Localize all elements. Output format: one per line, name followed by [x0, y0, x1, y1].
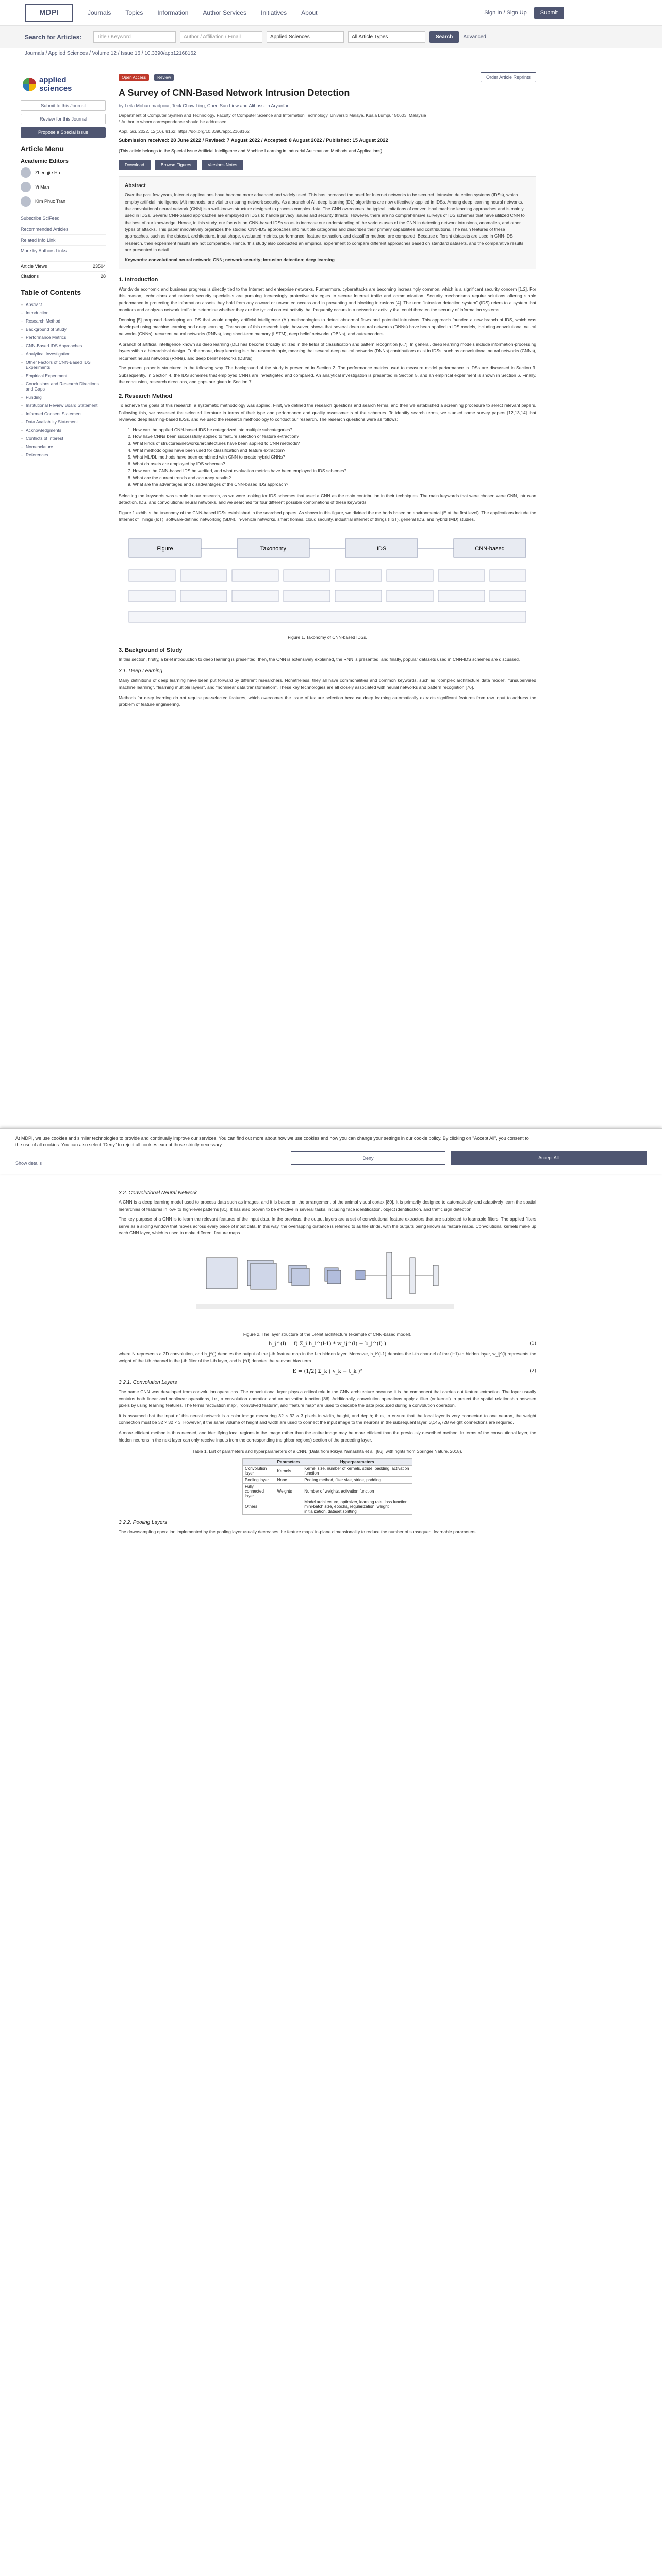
- paragraph: Figure 1 exhibits the taxonomy of the CNN-based IDSs established in the searched papers. As shown in this figure, we divided the methods based on environmental (E at the first level). The applications include the Internet of Things (IoT), software-defined networking (SDN), in-vehicle networks, smart homes, cloud security, industrial internet of things (IIoT), general IDS, and hybrid (MD) studies.: [119, 510, 536, 522]
- subscribe-scifeed-link[interactable]: Subscribe SciFeed: [21, 213, 106, 224]
- paragraph: where N represents a 2D convolution, and h_j^(l) denotes the output of the j-th feature map in the l-th hidden layer. Moreover, h_i^(l-1) denotes the i-th channel of the (l−1)-th hidden layer, w_ij^(l) represents the weight of the i-th channel in the j-th filter of the l-th layer, and b_j^(l) denotes the relevant bias term.: [119, 1351, 536, 1364]
- toc-item[interactable]: – Research Method: [21, 317, 106, 325]
- paragraph: The downsampling operation implemented by the pooling layer usually decreases the feature maps' in-plane dimensionality to reduce the number of subsequent learnable parameters.: [119, 1529, 477, 1535]
- avatar: [21, 182, 31, 192]
- browse-figures-button[interactable]: Browse Figures: [155, 160, 197, 170]
- abstract-text: Over the past few years, Internet applications have become more advanced and widely used. This has increased the need for Internet networks to be secured. Intrusion detection systems (IDSs), which employ artificial intelligence (AI) methods, are vital to ensuring network security. As a branch of AI, deep learning (DL) algorithms are now effectively applied in IDSs. Among deep learning neural networks, the convolutional neural network (CNN) is a well-known structure designed to process complex data. The CNN overcomes the typical limitations of conventional machine learning approaches and is mainly used in IDSs. Several CNN-based approaches are employed in IDSs to handle privacy issues and security threats. However, there are no comprehensive surveys of IDS schemes that have utilized CNN to the best of our knowledge. Hence, in this study, our focus is on CNN-based IDSs so as to increase our understanding of the various uses of the CNN in detecting network intrusions, anomalies, and other types of attacks. This paper innovatively organizes the studied CNN-IDS approaches into multiple categories and describes their primary capabilities and contributions. The main features of these approaches, such as the dataset, architecture, input shape, evaluated metrics, performance, feature extraction, and classifier method, are compared. Because different datasets are used in CNN-IDS research, their experiment results are not comparable. Hence, this study also conducted an empirical experiment to compare different approaches based on standard datasets, and the comparative results are presented in detail.: [125, 192, 525, 252]
- open-access-badge: Open Access: [119, 74, 149, 81]
- citations-stat: Citations 28: [21, 271, 106, 281]
- nav-links: [88, 9, 318, 16]
- table-header: Parameters: [275, 1459, 302, 1466]
- keywords: Keywords: convolutional neural network; CNN; network security; intrusion detection; deep learning: [125, 257, 335, 263]
- paragraph: Selecting the keywords was simple in our research, as we were looking for IDS schemes that used a CNN as the main contribution in their techniques. The main keywords that were chosen were CNN, intrusion detection, IDS, and convolutional neural networks, and we searched for four different possible combinations of these keywords.: [119, 493, 536, 505]
- paragraph: To achieve the goals of this research, a systematic methodology was applied. First, we defined the research questions and search terms, and then we established a screening procedure to select relevant papers. Following this, we assessed the selected literature in terms of their type and performance and quality assessments of the schemes. To identify search terms, we studied some survey papers [12,13,14] that reviewed deep learning-based IDSs, and we used the research methodology to conduct our research. The research questions were as follows:: [119, 403, 536, 422]
- nav-link-topics[interactable]: Topics: [125, 9, 143, 16]
- paragraph: The name CNN was developed from convolution operations. The convolutional layer plays a critical role in the CNN architecture because it is the component that carries out feature extraction. The layer usually contains both linear and nonlinear operations, i.e., a convolution operation and an activation function [86]. Additionally, convolution operations apply a filter (or kernel) to protect the spatial relationship between pixels by using learning features. The terms "activation map", "convolved feature", and "feature map" are used to describe the data produced during a convolution operation.: [119, 1389, 536, 1409]
- nav-right: [484, 7, 564, 19]
- nav-link-information[interactable]: Information: [157, 9, 189, 16]
- author-affiliation-input[interactable]: Author / Affiliation / Email: [180, 31, 262, 43]
- section-heading: 3. Background of Study: [119, 647, 183, 653]
- advanced-search-link[interactable]: Advanced: [463, 34, 486, 40]
- toc-item[interactable]: – Conflicts of Interest: [21, 434, 106, 443]
- paragraph: Worldwide economic and business progress is directly tied to the Internet and enterprise networks. Furthermore, cyberattacks are becoming increasingly common, which is a significant security concern [1,2]. For this reason, technicians and network security specialists are pursuing increasingly protective strategies to secure Internet traffic and communication. Security mechanisms require solutions offering stable performance in protecting the information assets they hold from any coward or unwanted access and in preventing and blocking intrusions [4]. The term "intrusion detection system" (IDS) refers to a system that monitors and analyzes network traffic to determine whether they are the typical context activity that frequently occurs in a network or activity that could threaten the security of information systems.: [119, 286, 536, 313]
- subsection-heading: 3.2.1. Convolution Layers: [119, 1380, 177, 1386]
- toc-item[interactable]: – Informed Consent Statement: [21, 410, 106, 418]
- article-views-stat: Article Views 23504: [21, 261, 106, 271]
- order-reprints-button[interactable]: Order Article Reprints: [481, 72, 536, 82]
- table-row: Others Model architecture, optimizer, learning rate, loss function, mini-batch size, epochs, regularization, weight initialization, dataset splitting: [243, 1499, 412, 1515]
- equation-1: h_j^(l) = f( Σ_i h_i^(l-1) * w_ij^(l) + b_j^(l) ) (1): [269, 1341, 536, 1347]
- article-title: A Survey of CNN-Based Network Intrusion Detection: [119, 88, 350, 98]
- article-authors[interactable]: by Leila Mohammadpour, Teck Chaw Ling, Chee Sun Liew and Alihossein Aryanfar: [119, 103, 289, 108]
- toc-item[interactable]: – References: [21, 451, 106, 459]
- toc-item[interactable]: – Institutional Review Board Statement: [21, 401, 106, 410]
- toc-title: Table of Contents: [21, 287, 81, 296]
- nav-link-author-services[interactable]: Author Services: [203, 9, 247, 16]
- paragraph: It is assumed that the input of this neural network is a color image measuring 32 × 32 × 3 pixels in width, height, and depth; thus, to ensure that the local layer is very connected to one neuron, the weight connection must be 32 × 32 × 3. However, if the same volume of height and width are used to connect the input image to the neurons in the subsequent layer, 3,145,728 weight connections are required.: [119, 1413, 536, 1426]
- cookie-buttons: [291, 1151, 647, 1165]
- subsection-heading: 3.2. Convolutional Neural Network: [119, 1190, 197, 1196]
- journal-logo-text: applied sciences: [39, 76, 72, 93]
- article-kind-badge: Review: [154, 74, 174, 81]
- search-bar: [0, 26, 662, 48]
- toc-item[interactable]: – Funding: [21, 393, 106, 401]
- special-issue-note[interactable]: (This article belongs to the Special Issue Artificial Intelligence and Machine Learning in Industrial Automation: Methods and Applications): [119, 148, 383, 154]
- research-questions: 1. How can the applied CNN-based IDS be categorized into multiple subcategories? 2. How have CNNs been successfully applied to feature selection or feature extraction? 3. What kinds of structures/networks/architectures have been applied to CNN methods? 4. What methodologies have been used for classification and feature extraction? 5. What ML/DL methods have been combined with CNN to create hybrid CNNs? 6. What datasets are employed by IDS schemes? 7. How can the CNN-based IDS be verified, and what evaluation metrics have been employed in IDS schemes? 8. What are the current trends and accuracy results? 9. What are the advantages and disadvantages of the CNN-based IDS approach?: [128, 427, 347, 487]
- propose-special-issue-button[interactable]: Propose a Special Issue: [21, 127, 106, 138]
- title-keyword-input[interactable]: Title / Keyword: [93, 31, 176, 43]
- lenet-diagram: [119, 1242, 536, 1330]
- figure-2-lenet[interactable]: [119, 1242, 536, 1330]
- table-row: Pooling layer None Pooling method, filter size, stride, padding: [243, 1477, 412, 1484]
- article-type-select[interactable]: All Article Types: [348, 31, 425, 43]
- paragraph: A CNN is a deep learning model used to process data such as images, and it is based on the arrangement of the animal visual cortex [80]. It is primarily designed to automatically and adaptively learn the spatial hierarchies of features in low- to high-level patterns [81]. It has also proven to be effective in several tasks, including face identification, object identification, and traffic sign detection.: [119, 1199, 536, 1212]
- editor-item[interactable]: Zhengjie Hu: [21, 167, 106, 178]
- paragraph: Denning [5] proposed developing an IDS that would employ artificial intelligence (AI) methodologies to detect abnormal flows and potential intrusions. This approach founded a new branch of IDS, which was developed using machine learning and deep learning. The scope of this research topic, however, shows that several deep neural networks (DNNs) have been applied to IDS models, including convolutional neural networks (CNNs), recurrent neural networks (RNNs), long short-term memory (LSTM), deep belief networks (DBNs), and autoencoders.: [119, 317, 536, 336]
- sign-in-link[interactable]: Sign In / Sign Up: [484, 9, 527, 16]
- toc-item[interactable]: – Conclusions and Research Directions and Gaps: [21, 380, 106, 393]
- article-main-continued: [119, 1185, 536, 1539]
- toc-item[interactable]: – Analytical Investigation: [21, 350, 106, 358]
- section-heading: 1. Introduction: [119, 276, 158, 283]
- mdpi-logo[interactable]: MDPI: [25, 4, 73, 22]
- article-actions: [119, 160, 536, 170]
- toc-item[interactable]: – Background of Study: [21, 325, 106, 333]
- fig1-label: CNN-based: [475, 545, 505, 552]
- breadcrumb[interactable]: Journals / Applied Sciences / Volume 12 / Issue 16 / 10.3390/app12168162: [25, 50, 196, 56]
- taxonomy-diagram: [119, 529, 536, 632]
- toc-item[interactable]: – Empirical Experiment: [21, 371, 106, 380]
- recommended-articles-link[interactable]: Recommended Articles: [21, 224, 106, 234]
- submit-journal-button[interactable]: Submit to this Journal: [21, 100, 106, 111]
- table-row: Fully connected layer Weights Number of weights, activation function: [243, 1484, 412, 1499]
- fig1-label: Figure: [157, 545, 173, 552]
- table-1: [242, 1458, 412, 1515]
- table-of-contents: [21, 300, 106, 459]
- deny-cookies-button[interactable]: Deny: [291, 1151, 445, 1165]
- search-button[interactable]: Search: [429, 31, 459, 43]
- nav-link-about[interactable]: About: [301, 9, 318, 16]
- toc-item[interactable]: – Data Availability Statement: [21, 418, 106, 426]
- paragraph: A more efficient method is thus needed, and identifying local regions in the image rather than the entire image may be more efficient than the previously described method. In terms of the convolutional layer, the hidden neurons in the next layer can only receive inputs from the corresponding (neighbor regions) section of the preceding layer.: [119, 1430, 536, 1443]
- cookie-details-link[interactable]: Show details: [15, 1161, 42, 1166]
- article-header-row: [119, 72, 536, 82]
- subsection-heading: 3.1. Deep Learning: [119, 668, 163, 674]
- article-menu-title: Article Menu: [21, 144, 64, 153]
- cookie-text: At MDPI, we use cookies and similar technologies to provide and continually improve our services. You can find out more about how we use cookies and how you can change your settings in our cookie policy. By clicking on "Accept All", you consent to the use of all cookies. You can also select "Deny" to reject all cookies except those strictly necessary.: [15, 1136, 529, 1148]
- figure-2-caption: Figure 2. The layer structure of the LeNet architecture (example of CNN-based model).: [243, 1331, 412, 1337]
- cookie-banner: [0, 1128, 662, 1174]
- abstract-heading: Abstract: [125, 182, 146, 189]
- table-header: Hyperparameters: [302, 1459, 412, 1466]
- paragraph: The present paper is structured in the following way. The background of the study is presented in Section 2. The performance metrics used to measure model performance in IDSs are discussed in Section 3. Subsequently, in Section 4, the IDS schemes that employed CNNs are investigated and compared. An analytical investigation is presented in Section 5, and an empirical experiment is shown in Section 6. Finally, the conclusion, research directions, and gaps are given in Section 7.: [119, 365, 536, 385]
- figure-1-taxonomy[interactable]: [119, 529, 536, 632]
- paragraph: Methods for deep learning do not require pre-selected features, which overcomes the issue of feature selection because deep learning automatically extracts significant features from raw input to address the problem of feature engineering.: [119, 694, 536, 707]
- versions-notes-button[interactable]: Versions Notes: [202, 160, 243, 170]
- citation-line[interactable]: Appl. Sci. 2022, 12(16), 8162; https://doi.org/10.3390/app12168162: [119, 129, 250, 134]
- journal-logo-icon: [23, 78, 36, 91]
- toc-item[interactable]: – Other Factors of CNN-Based IDS Experiments: [21, 358, 106, 371]
- figure-1-caption: Figure 1. Taxonomy of CNN-based IDSs.: [288, 634, 367, 640]
- accept-all-cookies-button[interactable]: Accept All: [451, 1151, 647, 1165]
- table-header: [243, 1459, 275, 1466]
- sidebar: [21, 72, 106, 459]
- journal-logo[interactable]: [21, 72, 106, 97]
- toc-item[interactable]: – Nomenclature: [21, 443, 106, 451]
- paragraph: The key purpose of a CNN is to learn the relevant features of the input data. In the previous, the output layers are a set of convolutional feature extractors that are subjected to learnable filters. The applied filters serve as a sliding window that moves across every piece of input data. In this way, the overlapping distance is referred to as the stride, with the outputs being known as feature maps. Convolutional kernels make up each CNN layer, which is used to make different feature maps.: [119, 1216, 536, 1236]
- abstract: [119, 176, 536, 269]
- top-navigation: [0, 0, 662, 26]
- paragraph: A branch of artificial intelligence known as deep learning (DL) has become broadly utilized in the fields of classification and pattern recognition [6,7]. In general, deep learning models include information-processing layers within a hierarchical design. Furthermore, deep learning is a hot research topic, meaning that several deep neural networks (DNNs) contributions exist in IDSs, such as convolutional neural networks (CNNs), recurrent neural networks (RNNs), and deep belief networks (DBNs).: [119, 341, 536, 361]
- toc-item[interactable]: – Performance Metrics: [21, 333, 106, 342]
- paragraph: Many definitions of deep learning have been put forward by different researchers. Nonetheless, they all have commonalities and common keywords, such as "complex architecture data model", "unsupervised machine learning", "learning multiple layers", and "nonlinear data transformation". These key technologies are all closely associated with neural networks and pattern recognition [76].: [119, 677, 536, 690]
- nav-link-journals[interactable]: Journals: [88, 9, 111, 16]
- review-journal-button[interactable]: Review for this Journal: [21, 114, 106, 124]
- submit-button[interactable]: Submit: [534, 7, 564, 19]
- search-label: Search for Articles:: [25, 33, 82, 41]
- paragraph: In this section, firstly, a brief introduction to deep learning is presented; then, the CNN is extensively explained, the RNN is presented, and finally, popular datasets used in CNN-IDS schemes are discussed.: [119, 656, 520, 662]
- toc-item[interactable]: – Abstract: [21, 300, 106, 309]
- toc-item[interactable]: – CNN-Based IDS Approaches: [21, 342, 106, 350]
- editor-item[interactable]: Kim Phuc Tran: [21, 196, 106, 207]
- table-row: Convolution layer Kernels Kernel size, number of kernels, stride, padding, activation function: [243, 1466, 412, 1477]
- equation-2: E = (1/2) Σ_k ( y_k − t_k )² (2): [292, 1369, 536, 1375]
- fig1-label: Taxonomy: [260, 545, 287, 552]
- editor-item[interactable]: Yi Man: [21, 182, 106, 192]
- toc-item[interactable]: – Acknowledgments: [21, 426, 106, 434]
- avatar: [21, 196, 31, 207]
- download-button[interactable]: Download: [119, 160, 151, 170]
- nav-link-initiatives[interactable]: Initiatives: [261, 9, 287, 16]
- subsection-heading: 3.2.2. Pooling Layers: [119, 1520, 167, 1526]
- avatar: [21, 167, 31, 178]
- related-info-link[interactable]: Related Info Link: [21, 234, 106, 245]
- article-main: [119, 72, 536, 711]
- journal-select[interactable]: Applied Sciences: [267, 31, 344, 43]
- table-1-caption: Table 1. List of parameters and hyperparameters of a CNN. (Data from Rikiya Yamashita et al. [86], with rights from Springer Nature, 2018).: [192, 1449, 462, 1454]
- academic-editors-title: Academic Editors: [21, 158, 69, 164]
- toc-item[interactable]: – Introduction: [21, 309, 106, 317]
- more-by-authors-link[interactable]: More by Authors Links: [21, 245, 106, 256]
- fig1-label: IDS: [376, 545, 387, 552]
- affiliation: Department of Computer System and Technology, Faculty of Computer Science and Information Technology, Universiti Malaya, Kuala Lumpur 50603, Malaysia * Author to whom correspondence should be addressed.: [119, 112, 426, 124]
- article-dates: Submission received: 28 June 2022 / Revised: 7 August 2022 / Accepted: 8 August 2022 / Published: 15 August 2022: [119, 138, 388, 144]
- section-heading: 2. Research Method: [119, 393, 172, 400]
